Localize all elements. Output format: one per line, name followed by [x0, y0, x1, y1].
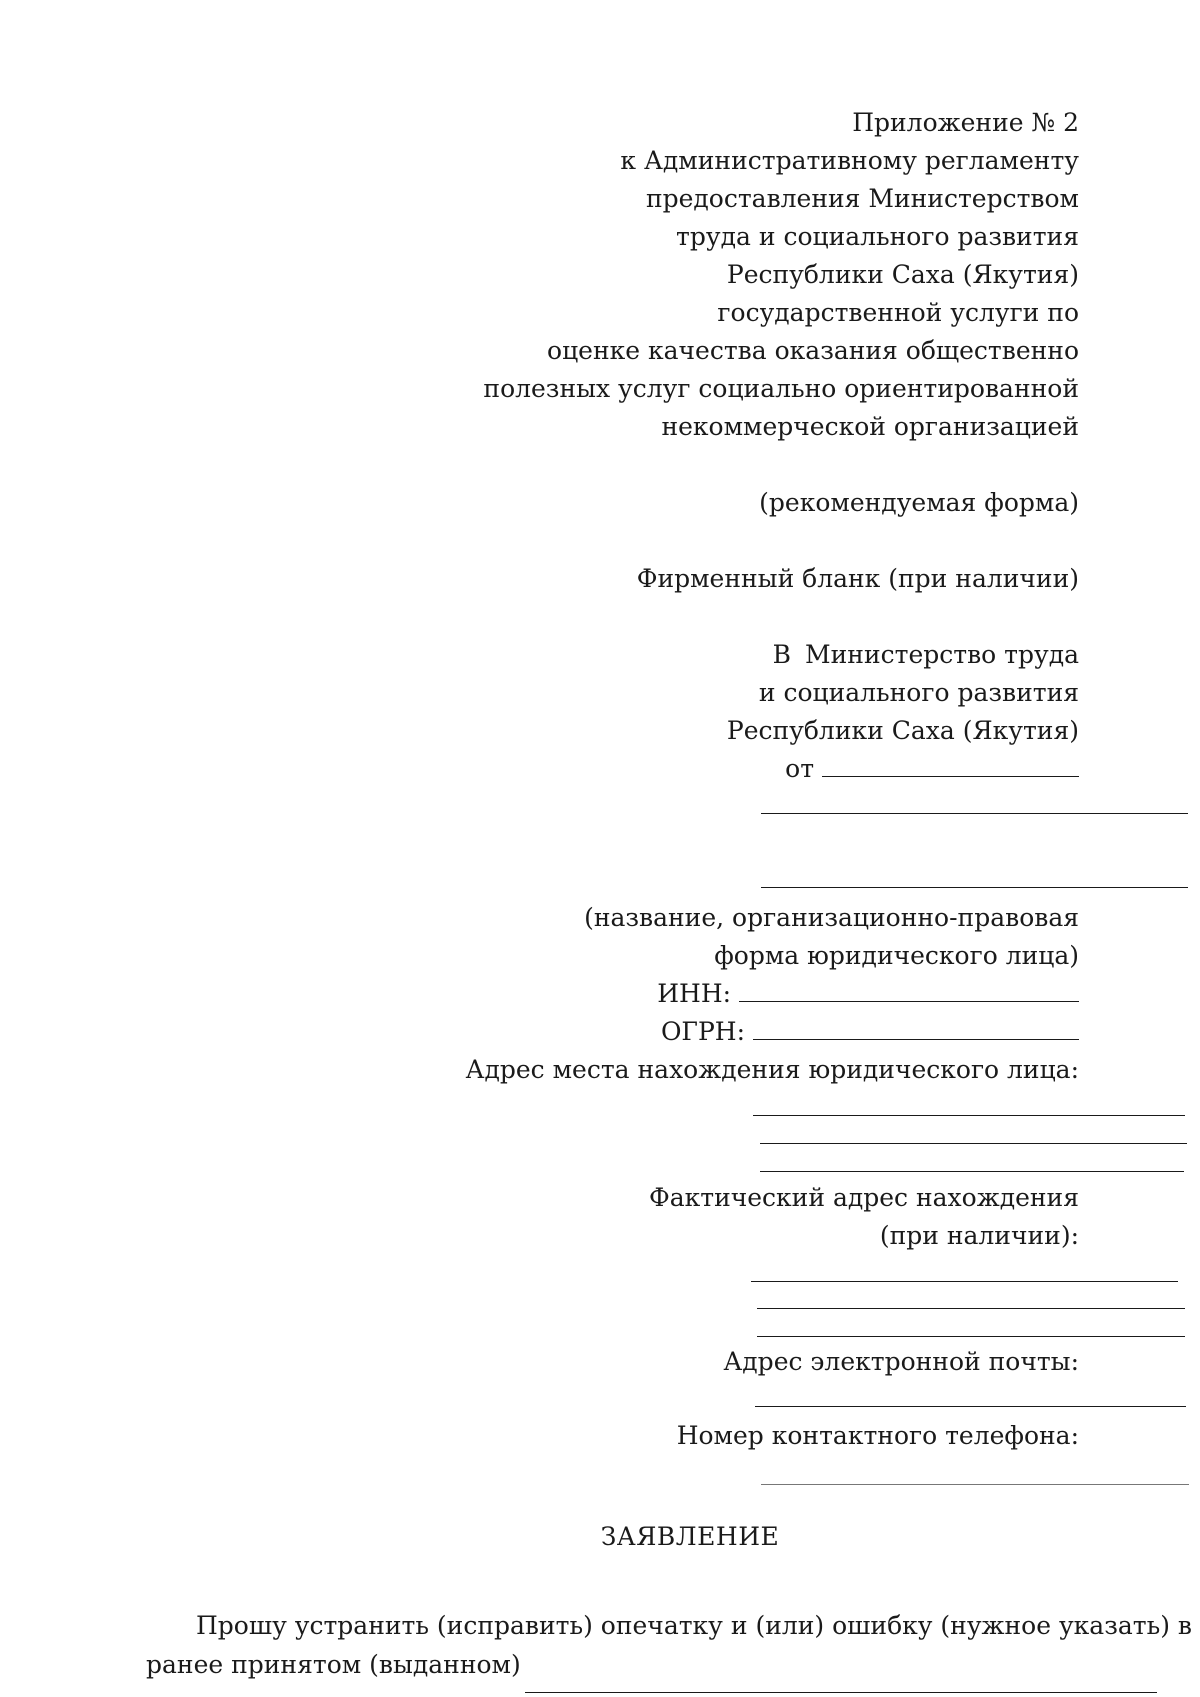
document-name-field[interactable]	[525, 1692, 1157, 1693]
addressee-line1	[773, 640, 1079, 670]
from-field[interactable]	[822, 754, 1079, 777]
document-title: ЗАЯВЛЕНИЕ	[600, 1522, 780, 1551]
inn-field[interactable]	[739, 979, 1079, 1002]
form-kind-note: (рекомендуемая форма)	[759, 488, 1079, 517]
appendix-line: некоммерческой организацией	[661, 412, 1079, 441]
addressee-line2: и социального развития	[758, 678, 1079, 707]
from-label: от	[785, 754, 815, 783]
addressee-ministry: Министерство труда	[805, 640, 1079, 669]
legal-address-field-3[interactable]	[760, 1171, 1184, 1172]
appendix-line: Республики Саха (Якутия)	[726, 260, 1079, 289]
phone-field[interactable]	[761, 1484, 1189, 1485]
ogrn-field[interactable]	[753, 1017, 1079, 1040]
body-line2: ранее принятом (выданном)	[146, 1650, 521, 1679]
actual-address-field-3[interactable]	[757, 1336, 1185, 1337]
from-row	[785, 754, 1079, 784]
body-line1: Прошу устранить (исправить) опечатку и (или) ошибку (нужное указать) в	[196, 1611, 1192, 1640]
addressee-prefix: В	[772, 640, 792, 669]
ogrn-label: ОГРН:	[660, 1017, 746, 1046]
ogrn-row	[661, 1017, 1079, 1047]
appendix-line: Приложение № 2	[852, 108, 1079, 137]
appendix-line: к Административному регламенту	[620, 146, 1079, 175]
legal-address-field-2[interactable]	[760, 1143, 1187, 1144]
org-name-field-2[interactable]	[761, 887, 1188, 888]
inn-row	[657, 979, 1079, 1009]
email-label: Адрес электронной почты:	[723, 1347, 1079, 1376]
appendix-line: государственной услуги по	[717, 298, 1079, 327]
appendix-line: предоставления Министерством	[645, 184, 1079, 213]
legal-address-field-1[interactable]	[753, 1115, 1185, 1116]
actual-address-field-1[interactable]	[751, 1281, 1178, 1282]
email-field[interactable]	[755, 1406, 1186, 1407]
appendix-line: труда и социального развития	[676, 222, 1079, 251]
appendix-line: полезных услуг социально ориентированной	[483, 374, 1079, 403]
org-caption-line2: форма юридического лица)	[714, 941, 1079, 970]
letterhead-note: Фирменный бланк (при наличии)	[636, 564, 1079, 593]
actual-address-line1: Фактический адрес нахождения	[648, 1183, 1079, 1212]
org-caption-line1: (название, организационно-правовая	[584, 903, 1079, 932]
actual-address-field-2[interactable]	[757, 1308, 1185, 1309]
appendix-line: оценке качества оказания общественно	[547, 336, 1079, 365]
actual-address-line2: (при наличии):	[879, 1221, 1079, 1250]
addressee-line3: Республики Саха (Якутия)	[726, 716, 1079, 745]
org-name-field-1[interactable]	[761, 813, 1188, 814]
inn-label: ИНН:	[657, 979, 732, 1008]
legal-address-label: Адрес места нахождения юридического лица:	[465, 1055, 1079, 1084]
phone-label: Номер контактного телефона:	[676, 1421, 1079, 1450]
